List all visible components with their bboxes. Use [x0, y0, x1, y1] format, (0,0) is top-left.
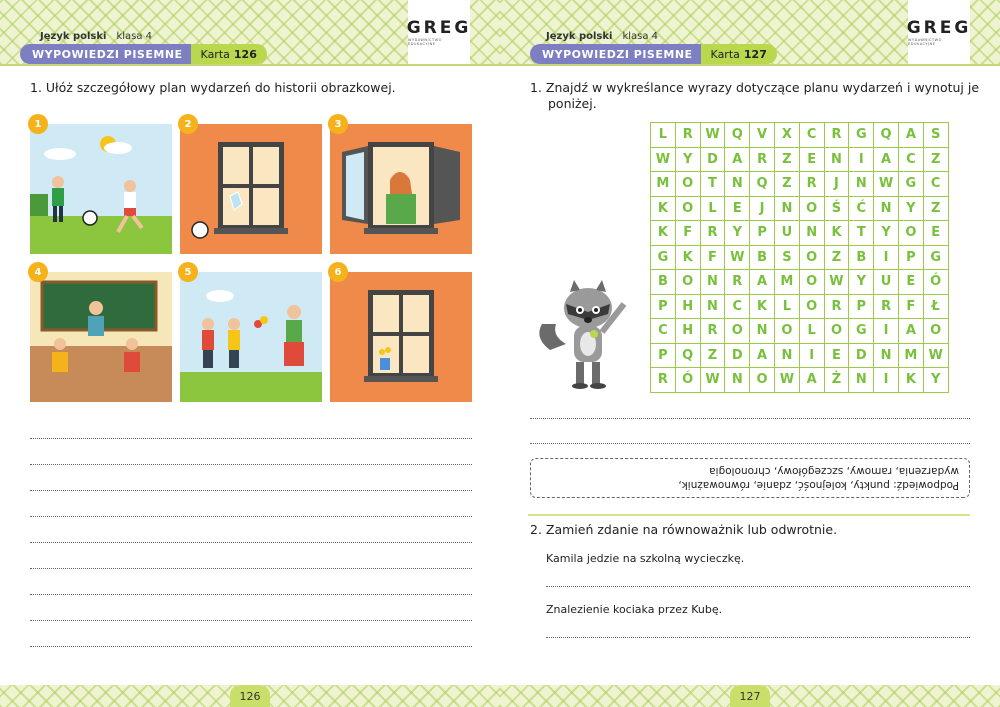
wordsearch-cell[interactable]: U [874, 270, 899, 295]
wordsearch-cell[interactable]: E [725, 197, 750, 222]
wordsearch-cell[interactable]: W [874, 172, 899, 197]
wordsearch-cell[interactable]: O [676, 172, 701, 197]
wordsearch-cell[interactable]: Q [750, 172, 775, 197]
picture-1-football [30, 124, 172, 254]
wordsearch-cell[interactable]: R [676, 123, 701, 148]
wordsearch-cell[interactable]: W [775, 368, 800, 393]
wordsearch-cell[interactable]: N [849, 172, 874, 197]
wordsearch-cell[interactable]: I [874, 246, 899, 271]
wordsearch-cell[interactable]: A [874, 148, 899, 173]
section-title: WYPOWIEDZI PISEMNE [530, 44, 701, 64]
wordsearch-cell[interactable]: L [775, 295, 800, 320]
wordsearch-cell[interactable]: K [651, 197, 676, 222]
answer-line[interactable] [30, 620, 472, 621]
answer-line[interactable] [530, 443, 970, 444]
hint-box: Podpowiedź: punkty, kolejność, zdanie, równoważnik, wydarzenia, ramowy, szczegółowy, chronologia [530, 458, 970, 498]
picture-number-2: 2 [178, 114, 198, 134]
wordsearch-cell[interactable]: A [899, 123, 924, 148]
wordsearch-cell[interactable]: A [750, 344, 775, 369]
wordsearch-cell[interactable]: Ó [924, 270, 949, 295]
wordsearch-cell[interactable]: N [775, 197, 800, 222]
wordsearch-cell[interactable]: Z [924, 197, 949, 222]
wordsearch-cell[interactable]: R [651, 368, 676, 393]
wordsearch-cell[interactable]: Y [924, 368, 949, 393]
wordsearch-cell[interactable]: R [825, 295, 850, 320]
wordsearch-cell[interactable]: L [800, 319, 825, 344]
wordsearch-cell[interactable]: Ł [924, 295, 949, 320]
picture-number-4: 4 [28, 262, 48, 282]
wordsearch-cell[interactable]: N [800, 221, 825, 246]
wordsearch-cell[interactable]: P [899, 246, 924, 271]
wordsearch-cell[interactable]: D [701, 148, 726, 173]
wordsearch-grid [650, 122, 949, 393]
answer-line[interactable] [30, 516, 472, 517]
wordsearch-cell[interactable]: Ż [825, 368, 850, 393]
wordsearch-cell[interactable]: Y [874, 221, 899, 246]
wordsearch-cell[interactable]: P [651, 295, 676, 320]
picture-number-5: 5 [178, 262, 198, 282]
greg-logo: GREG WYDAWNICTWO EDUKACYJNE [908, 0, 970, 64]
wordsearch-cell[interactable]: Y [849, 270, 874, 295]
wordsearch-cell[interactable]: B [750, 246, 775, 271]
wordsearch-cell[interactable]: O [924, 319, 949, 344]
wordsearch-cell[interactable]: I [800, 344, 825, 369]
wordsearch-cell[interactable]: D [849, 344, 874, 369]
wordsearch-cell[interactable]: O [800, 295, 825, 320]
wordsearch-cell[interactable]: W [701, 123, 726, 148]
wordsearch-cell[interactable]: T [849, 221, 874, 246]
wordsearch-cell[interactable]: Z [924, 148, 949, 173]
wordsearch-cell[interactable]: S [924, 123, 949, 148]
wordsearch-cell[interactable]: F [899, 295, 924, 320]
raccoon-illustration [536, 278, 636, 394]
wordsearch-cell[interactable]: J [750, 197, 775, 222]
wordsearch-cell[interactable]: N [725, 172, 750, 197]
answer-line[interactable] [30, 490, 472, 491]
wordsearch-cell[interactable]: B [651, 270, 676, 295]
picture-3-woman-window [330, 124, 472, 254]
wordsearch-cell[interactable]: C [725, 295, 750, 320]
wordsearch-cell[interactable]: H [676, 295, 701, 320]
wordsearch-cell[interactable]: M [775, 270, 800, 295]
wordsearch-cell[interactable]: L [651, 123, 676, 148]
picture-number-6: 6 [328, 262, 348, 282]
wordsearch-cell[interactable]: Z [701, 344, 726, 369]
section-pill [20, 44, 267, 64]
wordsearch-cell[interactable]: Z [775, 172, 800, 197]
answer-line[interactable] [30, 542, 472, 543]
wordsearch-cell[interactable]: X [775, 123, 800, 148]
wordsearch-cell[interactable]: O [800, 246, 825, 271]
wordsearch-cell[interactable]: G [849, 319, 874, 344]
wordsearch-cell[interactable]: A [725, 148, 750, 173]
wordsearch-cell[interactable]: E [899, 270, 924, 295]
wordsearch-cell[interactable]: R [725, 270, 750, 295]
answer-line[interactable] [30, 594, 472, 595]
wordsearch-cell[interactable]: G [651, 246, 676, 271]
wordsearch-cell[interactable]: E [800, 148, 825, 173]
wordsearch-cell[interactable]: F [676, 221, 701, 246]
picture-number-1: 1 [28, 114, 48, 134]
wordsearch-cell[interactable]: O [825, 319, 850, 344]
wordsearch-cell[interactable]: N [750, 319, 775, 344]
wordsearch-cell[interactable]: S [775, 246, 800, 271]
wordsearch-cell[interactable]: E [825, 344, 850, 369]
wordsearch-cell[interactable]: Z [775, 148, 800, 173]
wordsearch-cell[interactable]: N [725, 368, 750, 393]
wordsearch-cell[interactable]: K [899, 368, 924, 393]
wordsearch-cell[interactable]: Y [676, 148, 701, 173]
wordsearch-cell[interactable]: Ó [676, 368, 701, 393]
wordsearch-cell[interactable]: O [676, 270, 701, 295]
wordsearch-cell[interactable]: V [750, 123, 775, 148]
answer-line[interactable] [546, 586, 970, 587]
section-pill [530, 44, 777, 64]
card-label: Karta 126 [191, 44, 267, 64]
picture-4-classroom [30, 272, 172, 402]
answer-line[interactable] [30, 438, 472, 439]
section-title: WYPOWIEDZI PISEMNE [20, 44, 191, 64]
wordsearch-cell[interactable]: R [701, 221, 726, 246]
wordsearch-cell[interactable]: Y [899, 197, 924, 222]
wordsearch-cell[interactable]: A [800, 368, 825, 393]
wordsearch-cell[interactable]: U [775, 221, 800, 246]
wordsearch-cell[interactable]: L [701, 197, 726, 222]
wordsearch-cell[interactable]: R [825, 123, 850, 148]
wordsearch-cell[interactable]: Z [825, 246, 850, 271]
wordsearch-cell[interactable]: Q [725, 123, 750, 148]
answer-line[interactable] [30, 464, 472, 465]
picture-number-3: 3 [328, 114, 348, 134]
wordsearch-cell[interactable]: E [924, 221, 949, 246]
answer-line[interactable] [546, 637, 970, 638]
wordsearch-cell[interactable]: F [701, 246, 726, 271]
picture-5-flowers [180, 272, 322, 402]
wordsearch-cell[interactable]: P [849, 295, 874, 320]
wordsearch-cell[interactable]: N [701, 295, 726, 320]
wordsearch-cell[interactable]: Q [874, 123, 899, 148]
wordsearch-cell[interactable]: N [701, 270, 726, 295]
right-page [500, 0, 1000, 707]
wordsearch-cell[interactable]: G [924, 246, 949, 271]
wordsearch-cell[interactable]: K [825, 221, 850, 246]
wordsearch-cell[interactable]: D [725, 344, 750, 369]
sentence-1: Kamila jedzie na szkolną wycieczkę. [546, 552, 745, 565]
wordsearch-cell[interactable]: N [874, 197, 899, 222]
wordsearch-cell[interactable]: C [924, 172, 949, 197]
wordsearch-cell[interactable]: O [800, 270, 825, 295]
wordsearch-cell[interactable]: G [849, 123, 874, 148]
wordsearch-cell[interactable]: J [825, 172, 850, 197]
wordsearch-cell[interactable]: W [924, 344, 949, 369]
wordsearch-cell[interactable]: I [874, 368, 899, 393]
wordsearch-cell[interactable]: P [750, 221, 775, 246]
wordsearch-cell[interactable]: I [849, 148, 874, 173]
wordsearch-cell[interactable]: R [874, 295, 899, 320]
wordsearch-cell[interactable]: K [750, 295, 775, 320]
wordsearch-cell[interactable]: O [725, 319, 750, 344]
wordsearch-cell[interactable]: R [800, 172, 825, 197]
task-1-instruction: 1. Ułóż szczegółowy plan wydarzeń do historii obrazkowej. [30, 80, 396, 95]
wordsearch-cell[interactable]: W [701, 368, 726, 393]
wordsearch-cell[interactable]: R [750, 148, 775, 173]
wordsearch-cell[interactable]: O [899, 221, 924, 246]
wordsearch-cell[interactable]: Ć [849, 197, 874, 222]
wordsearch-cell[interactable]: K [676, 246, 701, 271]
answer-line[interactable] [30, 646, 472, 647]
wordsearch-cell[interactable]: H [676, 319, 701, 344]
wordsearch-cell[interactable]: W [825, 270, 850, 295]
subject-label: Język polski klasa 4 [546, 31, 659, 42]
wordsearch-cell[interactable]: N [775, 344, 800, 369]
page-number: 127 [730, 685, 770, 707]
wordsearch-cell[interactable]: N [874, 344, 899, 369]
wordsearch-cell[interactable]: T [701, 172, 726, 197]
wordsearch-cell[interactable]: A [899, 319, 924, 344]
wordsearch-cell[interactable]: G [899, 172, 924, 197]
wordsearch-cell[interactable]: M [899, 344, 924, 369]
wordsearch-cell[interactable]: Q [676, 344, 701, 369]
wordsearch-cell[interactable]: R [701, 319, 726, 344]
wordsearch-cell[interactable]: Ś [825, 197, 850, 222]
wordsearch-cell[interactable]: O [800, 197, 825, 222]
card-label: Karta 127 [701, 44, 777, 64]
wordsearch-cell[interactable]: N [849, 368, 874, 393]
wordsearch-cell[interactable]: N [825, 148, 850, 173]
wordsearch-cell[interactable]: O [750, 368, 775, 393]
sentence-2: Znalezienie kociaka przez Kubę. [546, 603, 723, 616]
answer-line[interactable] [30, 568, 472, 569]
wordsearch-cell[interactable]: C [800, 123, 825, 148]
wordsearch-cell[interactable]: C [651, 319, 676, 344]
wordsearch-cell[interactable]: W [725, 246, 750, 271]
wordsearch-cell[interactable]: Y [725, 221, 750, 246]
wordsearch-cell[interactable]: K [651, 221, 676, 246]
answer-line[interactable] [530, 418, 970, 419]
wordsearch-cell[interactable]: A [750, 270, 775, 295]
picture-6-fixed-window [330, 272, 472, 402]
picture-2-broken-window [180, 124, 322, 254]
wordsearch-cell[interactable]: O [676, 197, 701, 222]
greg-logo: GREG WYDAWNICTWO EDUKACYJNE [408, 0, 470, 64]
wordsearch-cell[interactable]: C [899, 148, 924, 173]
subject-label: Język polski klasa 4 [40, 31, 153, 42]
task-1-instruction: 1. Znajdź w wykreślance wyrazy dotyczące planu wydarzeń i wynotuj je poniżej. [530, 80, 980, 111]
wordsearch-cell[interactable]: W [651, 148, 676, 173]
page-number: 126 [230, 685, 270, 707]
task-2-instruction: 2. Zamień zdanie na równoważnik lub odwrotnie. [530, 522, 838, 537]
wordsearch-cell[interactable]: P [651, 344, 676, 369]
wordsearch-cell[interactable]: B [849, 246, 874, 271]
wordsearch-cell[interactable]: O [775, 319, 800, 344]
wordsearch-cell[interactable]: I [874, 319, 899, 344]
wordsearch-cell[interactable]: M [651, 172, 676, 197]
